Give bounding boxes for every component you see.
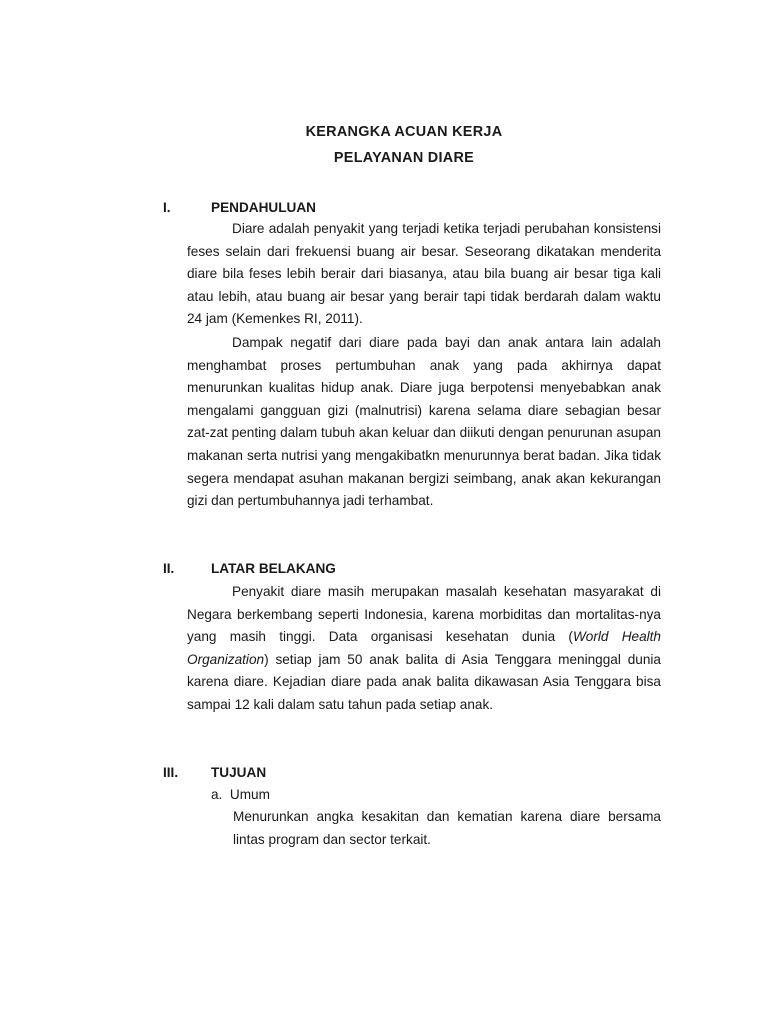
section-number: II. — [163, 561, 175, 576]
section-paragraph: Diare adalah penyakit yang terjadi ketika terjadi perubahan konsistensi feses selain dari frekuensi buang air besar. Seseorang dikatakan menderita diare bila feses lebih berair dari biasanya, atau bila buang air besar tiga kali atau lebih, atau buang air besar yang berair tapi tidak berdarah dalam waktu 24 jam (Kemenkes RI, 2011). — [187, 221, 661, 327]
document-subtitle: PELAYANAN DIARE — [333, 150, 475, 166]
section-heading: LATAR BELAKANG — [211, 561, 336, 576]
paragraph-text: Penyakit diare masih merupakan masalah kesehatan masyarakat di Negara berkembang seperti Indonesia, karena morbiditas dan mortalitas-nya yang masih tinggi. Data organisasi kesehatan dunia ( — [187, 584, 661, 645]
section-number: I. — [163, 200, 171, 215]
subsection-label: a. Umum — [211, 787, 270, 802]
section-heading: PENDAHULUAN — [211, 200, 316, 215]
section-number: III. — [163, 765, 179, 780]
paragraph-text: ) setiap jam 50 anak balita di Asia Tenggara meninggal dunia karena diare. Kejadian diare pada anak balita dikawasan Asia Tenggara bisa sampai 12 kali dalam satu tahun pada setiap anak. — [187, 651, 661, 712]
section-paragraph — [187, 581, 661, 717]
section-heading: TUJUAN — [211, 765, 267, 780]
section-paragraph: Dampak negatif dari diare pada bayi dan anak antara lain adalah menghambat proses pertumbuhan anak yang pada akhirnya dapat menurunkan kualitas hidup anak. Diare juga berpotensi menyebabkan anak mengalami gangguan gizi (malnutrisi) karena selama diare sebagian besar zat-zat penting dalam tubuh akan keluar dan diikuti dengan penurunan asupan makanan serta nutrisi yang mengakibatkn menurunnya berat badan. Jika tidak segera mendapat asuhan makanan bergizi seimbang, anak akan kekurangan gizi dan pertumbuhannya jadi terhambat. — [187, 335, 661, 509]
subsection-paragraph: Menurunkan angka kesakitan dan kematian karena diare bersama lintas program dan sector terkait. — [233, 809, 661, 847]
paragraph-italic-text: World Health Organization — [187, 629, 661, 667]
document-title: KERANGKA ACUAN KERJA — [305, 124, 503, 140]
